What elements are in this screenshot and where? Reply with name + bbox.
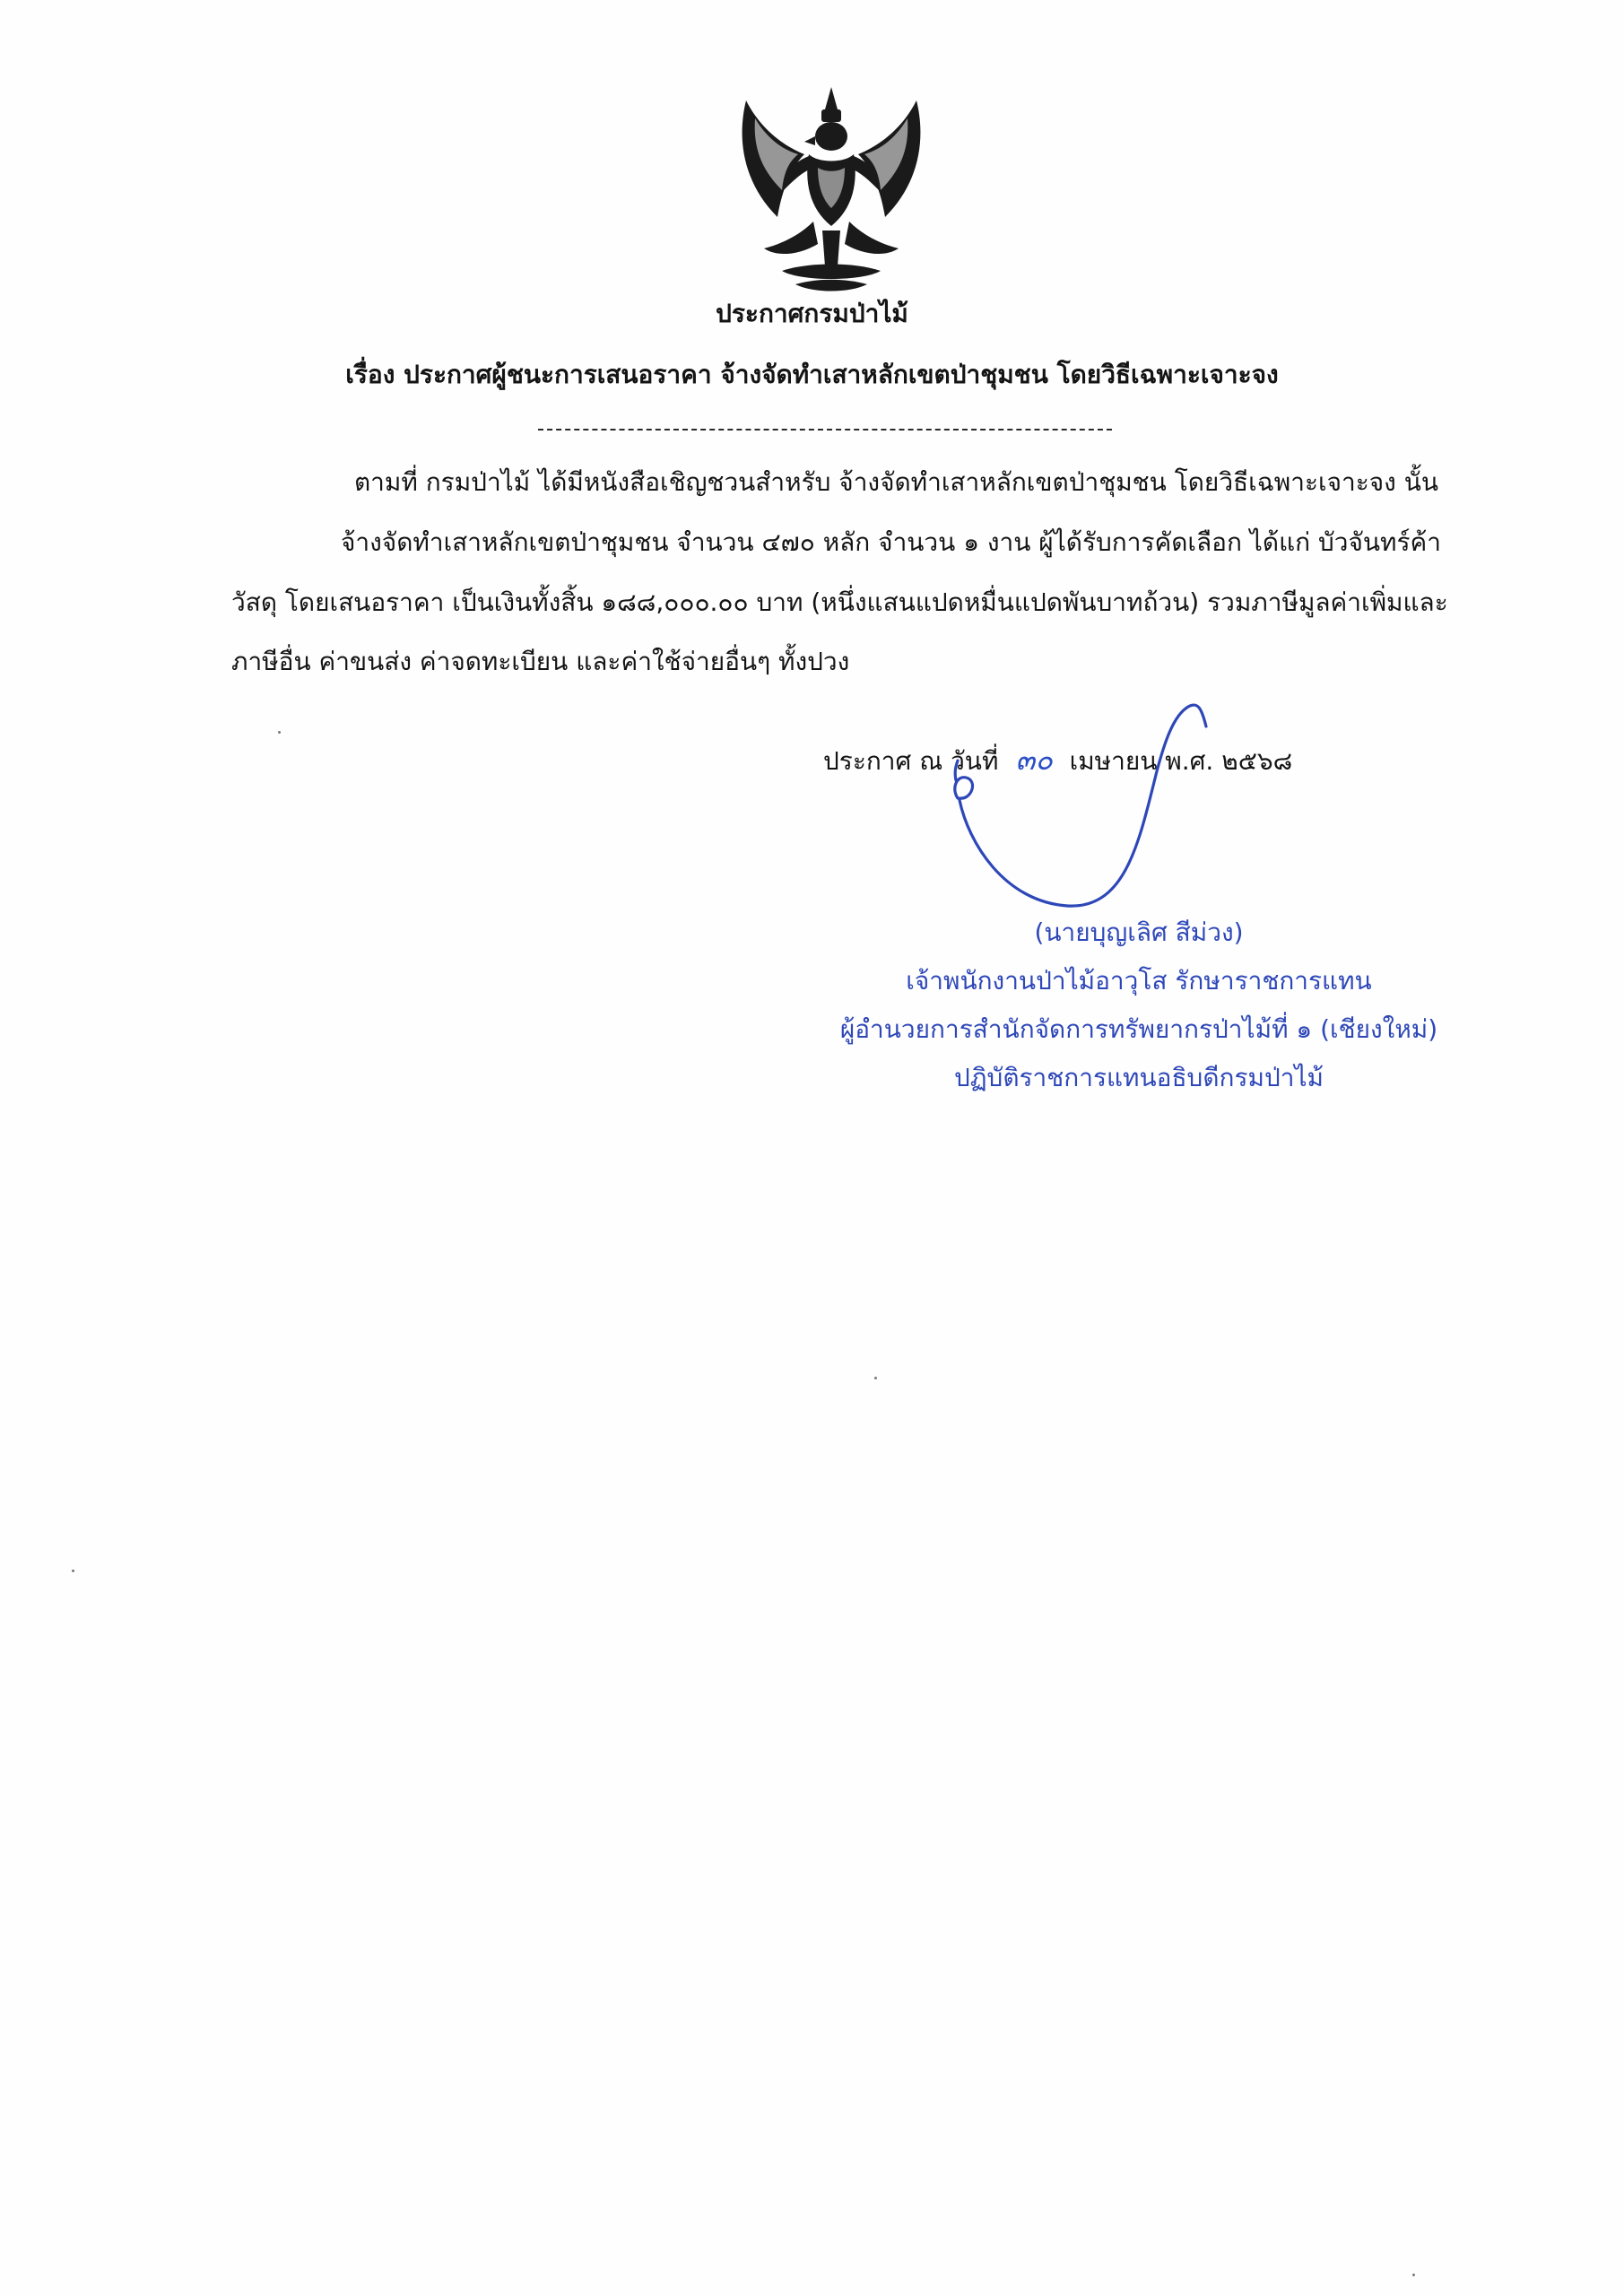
date-day-handwritten: ๓๐ — [1015, 743, 1053, 777]
signatory-block — [780, 915, 1498, 1109]
body-line-3: วัสดุ โดยเสนอราคา เป็นเงินทั้งสิ้น ๑๘๘,๐๐๐.๐๐ บาท (หนึ่งแสนแปดหมื่นแปดพันบาทถ้วน) รวมภาษีมูลค่าเพิ่มและ — [231, 587, 1448, 617]
date-year: ๒๕๖๘ — [1221, 746, 1293, 776]
document-title: ประกาศกรมป่าไม้ — [716, 299, 908, 328]
signatory-name: (นายบุญเลิศ สีม่วง) — [1034, 918, 1244, 947]
divider — [538, 429, 1112, 430]
signatory-position-1: เจ้าพนักงานป่าไม้อาวุโส รักษาราชการแทน — [906, 966, 1372, 996]
scan-speck — [1412, 2274, 1415, 2276]
body-line-2: จ้างจัดทำเสาหลักเขตป่าชุมชน จำนวน ๔๗๐ หลัก จำนวน ๑ งาน ผู้ได้รับการคัดเลือก ได้แก่ บัวจันทร์ค้า — [341, 527, 1441, 557]
body-line-4: ภาษีอื่น ค่าขนส่ง ค่าจดทะเบียน และค่าใช้จ่ายอื่นๆ ทั้งปวง — [231, 647, 850, 676]
document-subject: เรื่อง ประกาศผู้ชนะการเสนอราคา จ้างจัดทำเสาหลักเขตป่าชุมชน โดยวิธีเฉพาะเจาะจง — [345, 360, 1279, 389]
signatory-position-2: ผู้อำนวยการสำนักจัดการทรัพยากรป่าไม้ที่ ๑ (เชียงใหม่) — [839, 1014, 1438, 1044]
scan-speck — [278, 731, 281, 734]
scan-speck — [72, 1570, 74, 1572]
date-month: เมษายน — [1069, 746, 1158, 776]
signatory-position-3: ปฏิบัติราชการแทนอธิบดีกรมป่าไม้ — [953, 1063, 1324, 1092]
garuda-emblem-icon — [728, 83, 934, 298]
date-prefix: ประกาศ ณ วันที่ — [823, 746, 999, 776]
scan-speck — [874, 1377, 877, 1379]
date-era: พ.ศ. — [1165, 746, 1214, 776]
body-line-1: ตามที่ กรมป่าไม้ ได้มีหนังสือเชิญชวนสำหรับ จ้างจัดทำเสาหลักเขตป่าชุมชน โดยวิธีเฉพาะเจาะจง นั้น — [354, 467, 1439, 497]
